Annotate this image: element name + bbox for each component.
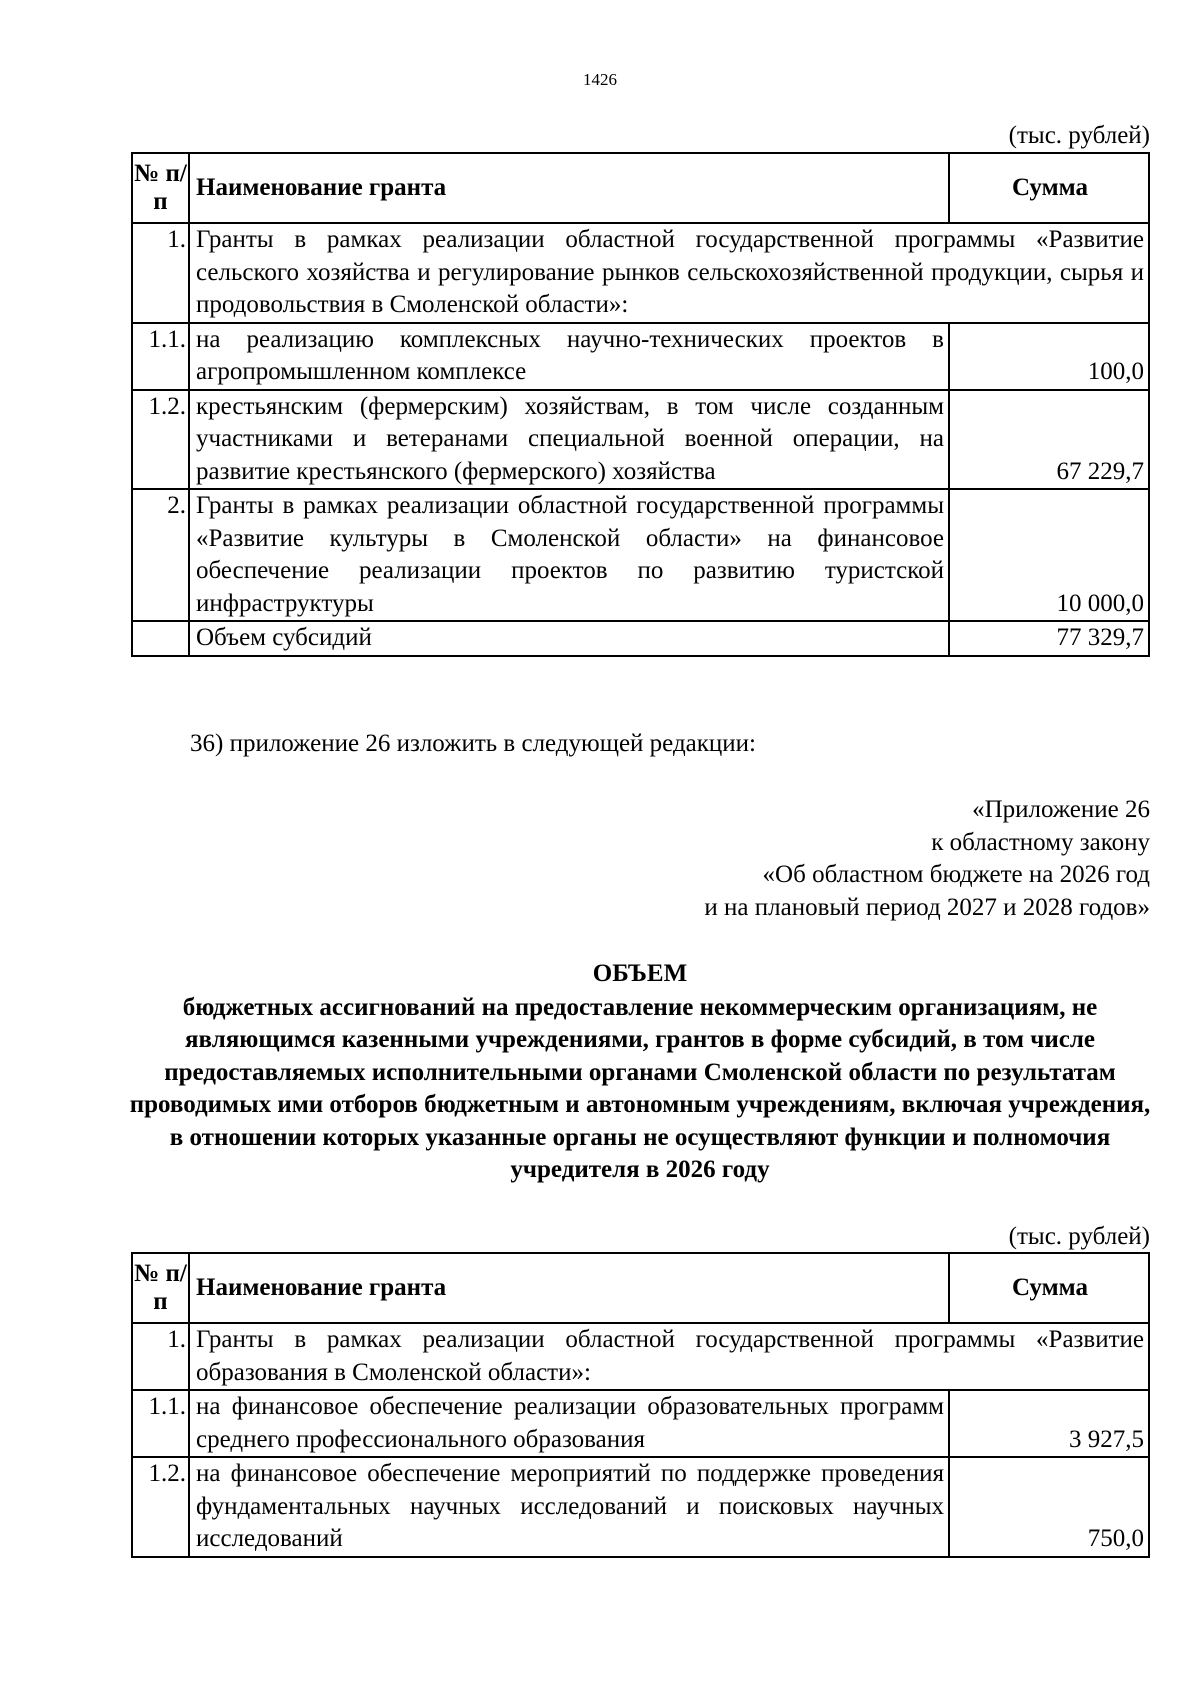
table-row xyxy=(132,1323,1149,1390)
row-sum: 10 000,0 xyxy=(949,489,1149,621)
table-total-row xyxy=(132,621,1149,656)
row-num: 1.2. xyxy=(132,390,189,490)
header-num: № п/п xyxy=(132,1253,189,1323)
row-name: на реализацию комплексных научно-технических проектов в агропромышленном комплексе xyxy=(189,323,949,390)
header-name: Наименование гранта xyxy=(189,1253,949,1323)
table-row xyxy=(132,223,1149,323)
row-sum: 77 329,7 xyxy=(949,621,1149,656)
table-row xyxy=(132,489,1149,621)
row-num xyxy=(132,621,189,656)
table-row xyxy=(132,390,1149,490)
appendix-line: к областному закону xyxy=(931,828,1150,856)
appendix-line: «Приложение 26 xyxy=(972,796,1150,823)
row-num: 2. xyxy=(132,489,189,621)
unit-label: (тыс. рублей) xyxy=(1008,1223,1150,1250)
grants-table-2 xyxy=(131,1252,1150,1558)
row-num: 1.2. xyxy=(132,1457,189,1557)
header-sum: Сумма xyxy=(949,153,1149,223)
table-row xyxy=(132,1457,1149,1557)
row-name: Гранты в рамках реализации областной государственной программы «Развитие образования в Смоленской области»: xyxy=(189,1323,1149,1390)
row-name: Гранты в рамках реализации областной государственной программы «Развитие сельского хозяйства и регулирование рынков сельскохозяйственной продукции, сырья и продовольствия в Смоленской области»: xyxy=(189,223,1149,323)
row-name: Объем субсидий xyxy=(189,621,949,656)
header-sum: Сумма xyxy=(949,1253,1149,1323)
table-header-row xyxy=(132,1253,1149,1323)
row-sum: 67 229,7 xyxy=(949,390,1149,490)
row-name: на финансовое обеспечение мероприятий по поддержке проведения фундаментальных научных исследований и поисковых научных исследований xyxy=(189,1457,949,1557)
row-num: 1.1. xyxy=(132,323,189,390)
row-sum: 750,0 xyxy=(949,1457,1149,1557)
grants-table-1 xyxy=(131,152,1150,657)
header-num: № п/п xyxy=(132,153,189,223)
row-sum: 3 927,5 xyxy=(949,1390,1149,1457)
row-name: крестьянским (фермерским) хозяйствам, в том числе созданным участниками и ветеранами специальной военной операции, на развитие крестьянского (фермерского) хозяйства xyxy=(189,390,949,490)
table-row xyxy=(132,1390,1149,1457)
row-num: 1.1. xyxy=(132,1390,189,1457)
row-num: 1. xyxy=(132,1323,189,1390)
unit-label: (тыс. рублей) xyxy=(1008,122,1150,149)
row-num: 1. xyxy=(132,223,189,323)
document-subtitle: бюджетных ассигнований на предоставление некоммерческим организациям, не являющимся казенными учреждениями, грантов в форме субсидий, в том числе предоставляемых исполнительными органами Смоленской области по результатам проводимых ими отборов бюджетным и автономным учреждениям, включая учреждения, в отношении которых указанные органы не осуществляют функции и полномочия учредителя в 2026 году xyxy=(129,994,1151,1184)
table-header-row xyxy=(132,153,1149,223)
appendix-line: и на плановый период 2027 и 2028 годов» xyxy=(704,893,1150,921)
row-name: Гранты в рамках реализации областной государственной программы «Развитие культуры в Смоленской области» на финансовое обеспечение реализации проектов по развитию туристской инфраструктуры xyxy=(189,489,949,621)
table-row xyxy=(132,323,1149,390)
appendix-line: «Об областном бюджете на 2026 год xyxy=(762,861,1150,889)
amendment-text: 36) приложение 26 изложить в следующей редакции: xyxy=(190,730,756,757)
row-name: на финансовое обеспечение реализации образовательных программ среднего профессионального образования xyxy=(189,1390,949,1457)
row-sum: 100,0 xyxy=(949,323,1149,390)
header-name: Наименование гранта xyxy=(189,153,949,223)
page-number: 1426 xyxy=(583,70,617,89)
appendix-heading xyxy=(704,794,1150,924)
document-title: ОБЪЕМ xyxy=(592,960,688,987)
